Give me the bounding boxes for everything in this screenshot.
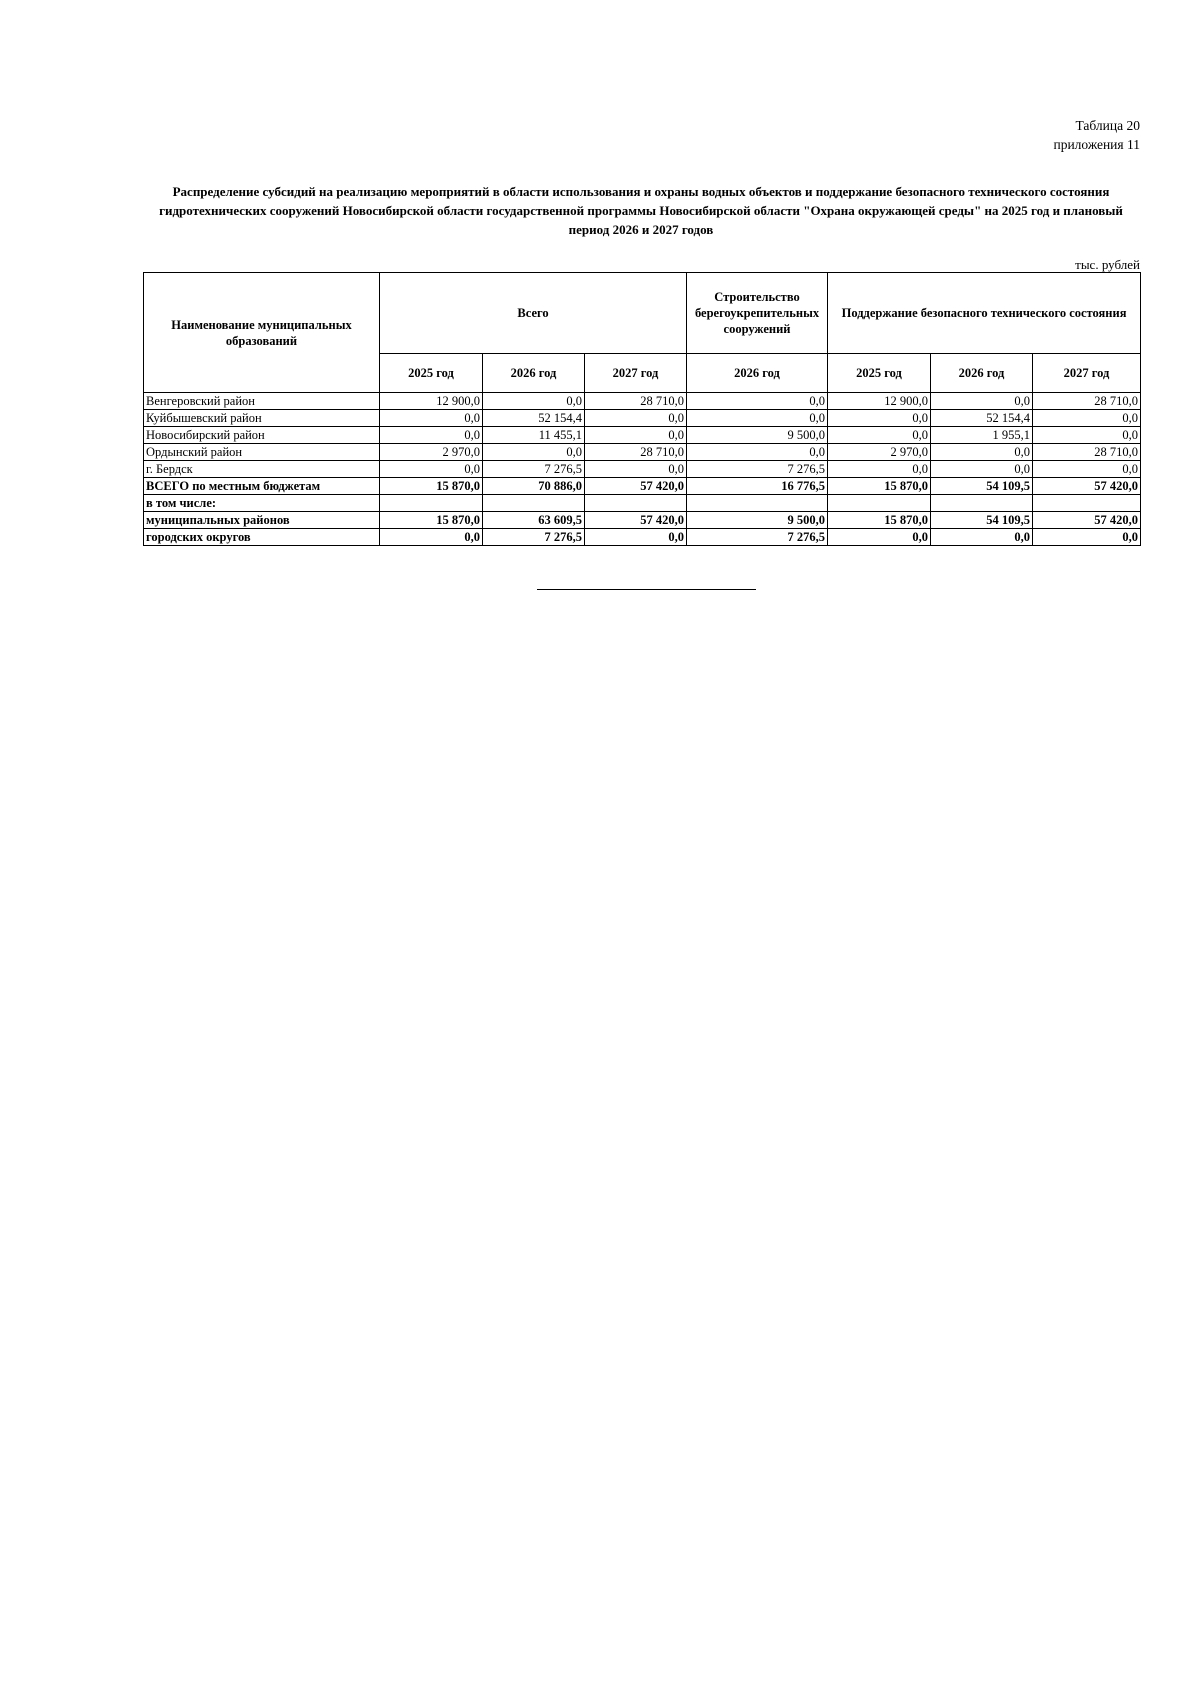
value-cell: 28 710,0 [585, 444, 687, 461]
value-cell: 54 109,5 [931, 512, 1033, 529]
value-cell: 57 420,0 [1033, 512, 1141, 529]
subsidy-table [143, 272, 1141, 546]
municipality-name: г. Бердск [144, 461, 380, 478]
year-header: 2026 год [483, 354, 585, 393]
municipality-name: ВСЕГО по местным бюджетам [144, 478, 380, 495]
value-cell: 0,0 [931, 529, 1033, 546]
table-row [144, 461, 1141, 478]
value-cell: 1 955,1 [931, 427, 1033, 444]
table-row [144, 529, 1141, 546]
value-cell: 15 870,0 [828, 478, 931, 495]
value-cell: 9 500,0 [687, 427, 828, 444]
table-reference [1053, 116, 1140, 154]
value-cell: 0,0 [585, 427, 687, 444]
value-cell: 54 109,5 [931, 478, 1033, 495]
value-cell: 0,0 [828, 427, 931, 444]
year-header: 2027 год [1033, 354, 1141, 393]
value-cell [828, 495, 931, 512]
value-cell [931, 495, 1033, 512]
municipality-name: Ордынский район [144, 444, 380, 461]
year-header: 2025 год [828, 354, 931, 393]
municipality-name: муниципальных районов [144, 512, 380, 529]
municipality-name: Новосибирский район [144, 427, 380, 444]
value-cell: 0,0 [1033, 410, 1141, 427]
value-cell: 0,0 [828, 461, 931, 478]
value-cell [483, 495, 585, 512]
value-cell: 0,0 [931, 393, 1033, 410]
value-cell: 7 276,5 [483, 529, 585, 546]
value-cell: 52 154,4 [483, 410, 585, 427]
table-row [144, 410, 1141, 427]
table-row [144, 478, 1141, 495]
value-cell: 15 870,0 [380, 512, 483, 529]
value-cell: 0,0 [1033, 461, 1141, 478]
value-cell: 0,0 [931, 444, 1033, 461]
value-cell: 70 886,0 [483, 478, 585, 495]
value-cell: 2 970,0 [380, 444, 483, 461]
column-header-name: Наименование муниципальных образований [144, 273, 380, 393]
value-cell: 12 900,0 [828, 393, 931, 410]
value-cell: 0,0 [687, 410, 828, 427]
table-row [144, 444, 1141, 461]
table-row [144, 512, 1141, 529]
separator-line [537, 589, 756, 590]
table-number: Таблица 20 [1075, 118, 1140, 133]
value-cell: 0,0 [585, 410, 687, 427]
value-cell [380, 495, 483, 512]
value-cell: 0,0 [585, 529, 687, 546]
value-cell: 57 420,0 [585, 512, 687, 529]
value-cell: 15 870,0 [828, 512, 931, 529]
value-cell: 0,0 [483, 444, 585, 461]
value-cell: 16 776,5 [687, 478, 828, 495]
value-cell: 28 710,0 [1033, 393, 1141, 410]
value-cell: 0,0 [687, 393, 828, 410]
value-cell: 0,0 [380, 461, 483, 478]
value-cell: 11 455,1 [483, 427, 585, 444]
value-cell: 0,0 [380, 410, 483, 427]
table-body [144, 393, 1141, 546]
value-cell [687, 495, 828, 512]
document-title: Распределение субсидий на реализацию мероприятий в области использования и охраны водных объектов и поддержание безопасного технического состояния гидротехнических сооружений Новосибирской области государственной программы Новосибирской области "Охрана окружающей среды" на 2025 год и плановый период 2026 и 2027 годов [159, 184, 1123, 237]
municipality-name: в том числе: [144, 495, 380, 512]
value-cell: 0,0 [1033, 529, 1141, 546]
table-row [144, 495, 1141, 512]
value-cell: 0,0 [380, 529, 483, 546]
year-header: 2025 год [380, 354, 483, 393]
year-header: 2026 год [687, 354, 828, 393]
table-row [144, 393, 1141, 410]
value-cell: 63 609,5 [483, 512, 585, 529]
group-header-maintenance: Поддержание безопасного технического состояния [828, 273, 1141, 354]
value-cell: 7 276,5 [483, 461, 585, 478]
group-header-construction: Строительство берегоукрепительных сооружений [687, 273, 828, 354]
value-cell: 0,0 [828, 529, 931, 546]
value-cell: 28 710,0 [585, 393, 687, 410]
value-cell: 0,0 [585, 461, 687, 478]
value-cell: 0,0 [687, 444, 828, 461]
municipality-name: городских округов [144, 529, 380, 546]
value-cell: 57 420,0 [585, 478, 687, 495]
value-cell: 0,0 [1033, 427, 1141, 444]
year-header: 2027 год [585, 354, 687, 393]
value-cell: 28 710,0 [1033, 444, 1141, 461]
municipality-name: Венгеровский район [144, 393, 380, 410]
value-cell: 7 276,5 [687, 461, 828, 478]
value-cell: 0,0 [931, 461, 1033, 478]
unit-label: тыс. рублей [1075, 257, 1140, 272]
value-cell: 0,0 [380, 427, 483, 444]
value-cell: 15 870,0 [380, 478, 483, 495]
value-cell: 7 276,5 [687, 529, 828, 546]
value-cell: 9 500,0 [687, 512, 828, 529]
value-cell: 57 420,0 [1033, 478, 1141, 495]
value-cell: 0,0 [828, 410, 931, 427]
municipality-name: Куйбышевский район [144, 410, 380, 427]
value-cell: 2 970,0 [828, 444, 931, 461]
group-header-total: Всего [380, 273, 687, 354]
value-cell [585, 495, 687, 512]
value-cell: 0,0 [483, 393, 585, 410]
value-cell: 52 154,4 [931, 410, 1033, 427]
value-cell [1033, 495, 1141, 512]
appendix-number: приложения 11 [1053, 137, 1140, 152]
value-cell: 12 900,0 [380, 393, 483, 410]
year-header: 2026 год [931, 354, 1033, 393]
table-row [144, 427, 1141, 444]
